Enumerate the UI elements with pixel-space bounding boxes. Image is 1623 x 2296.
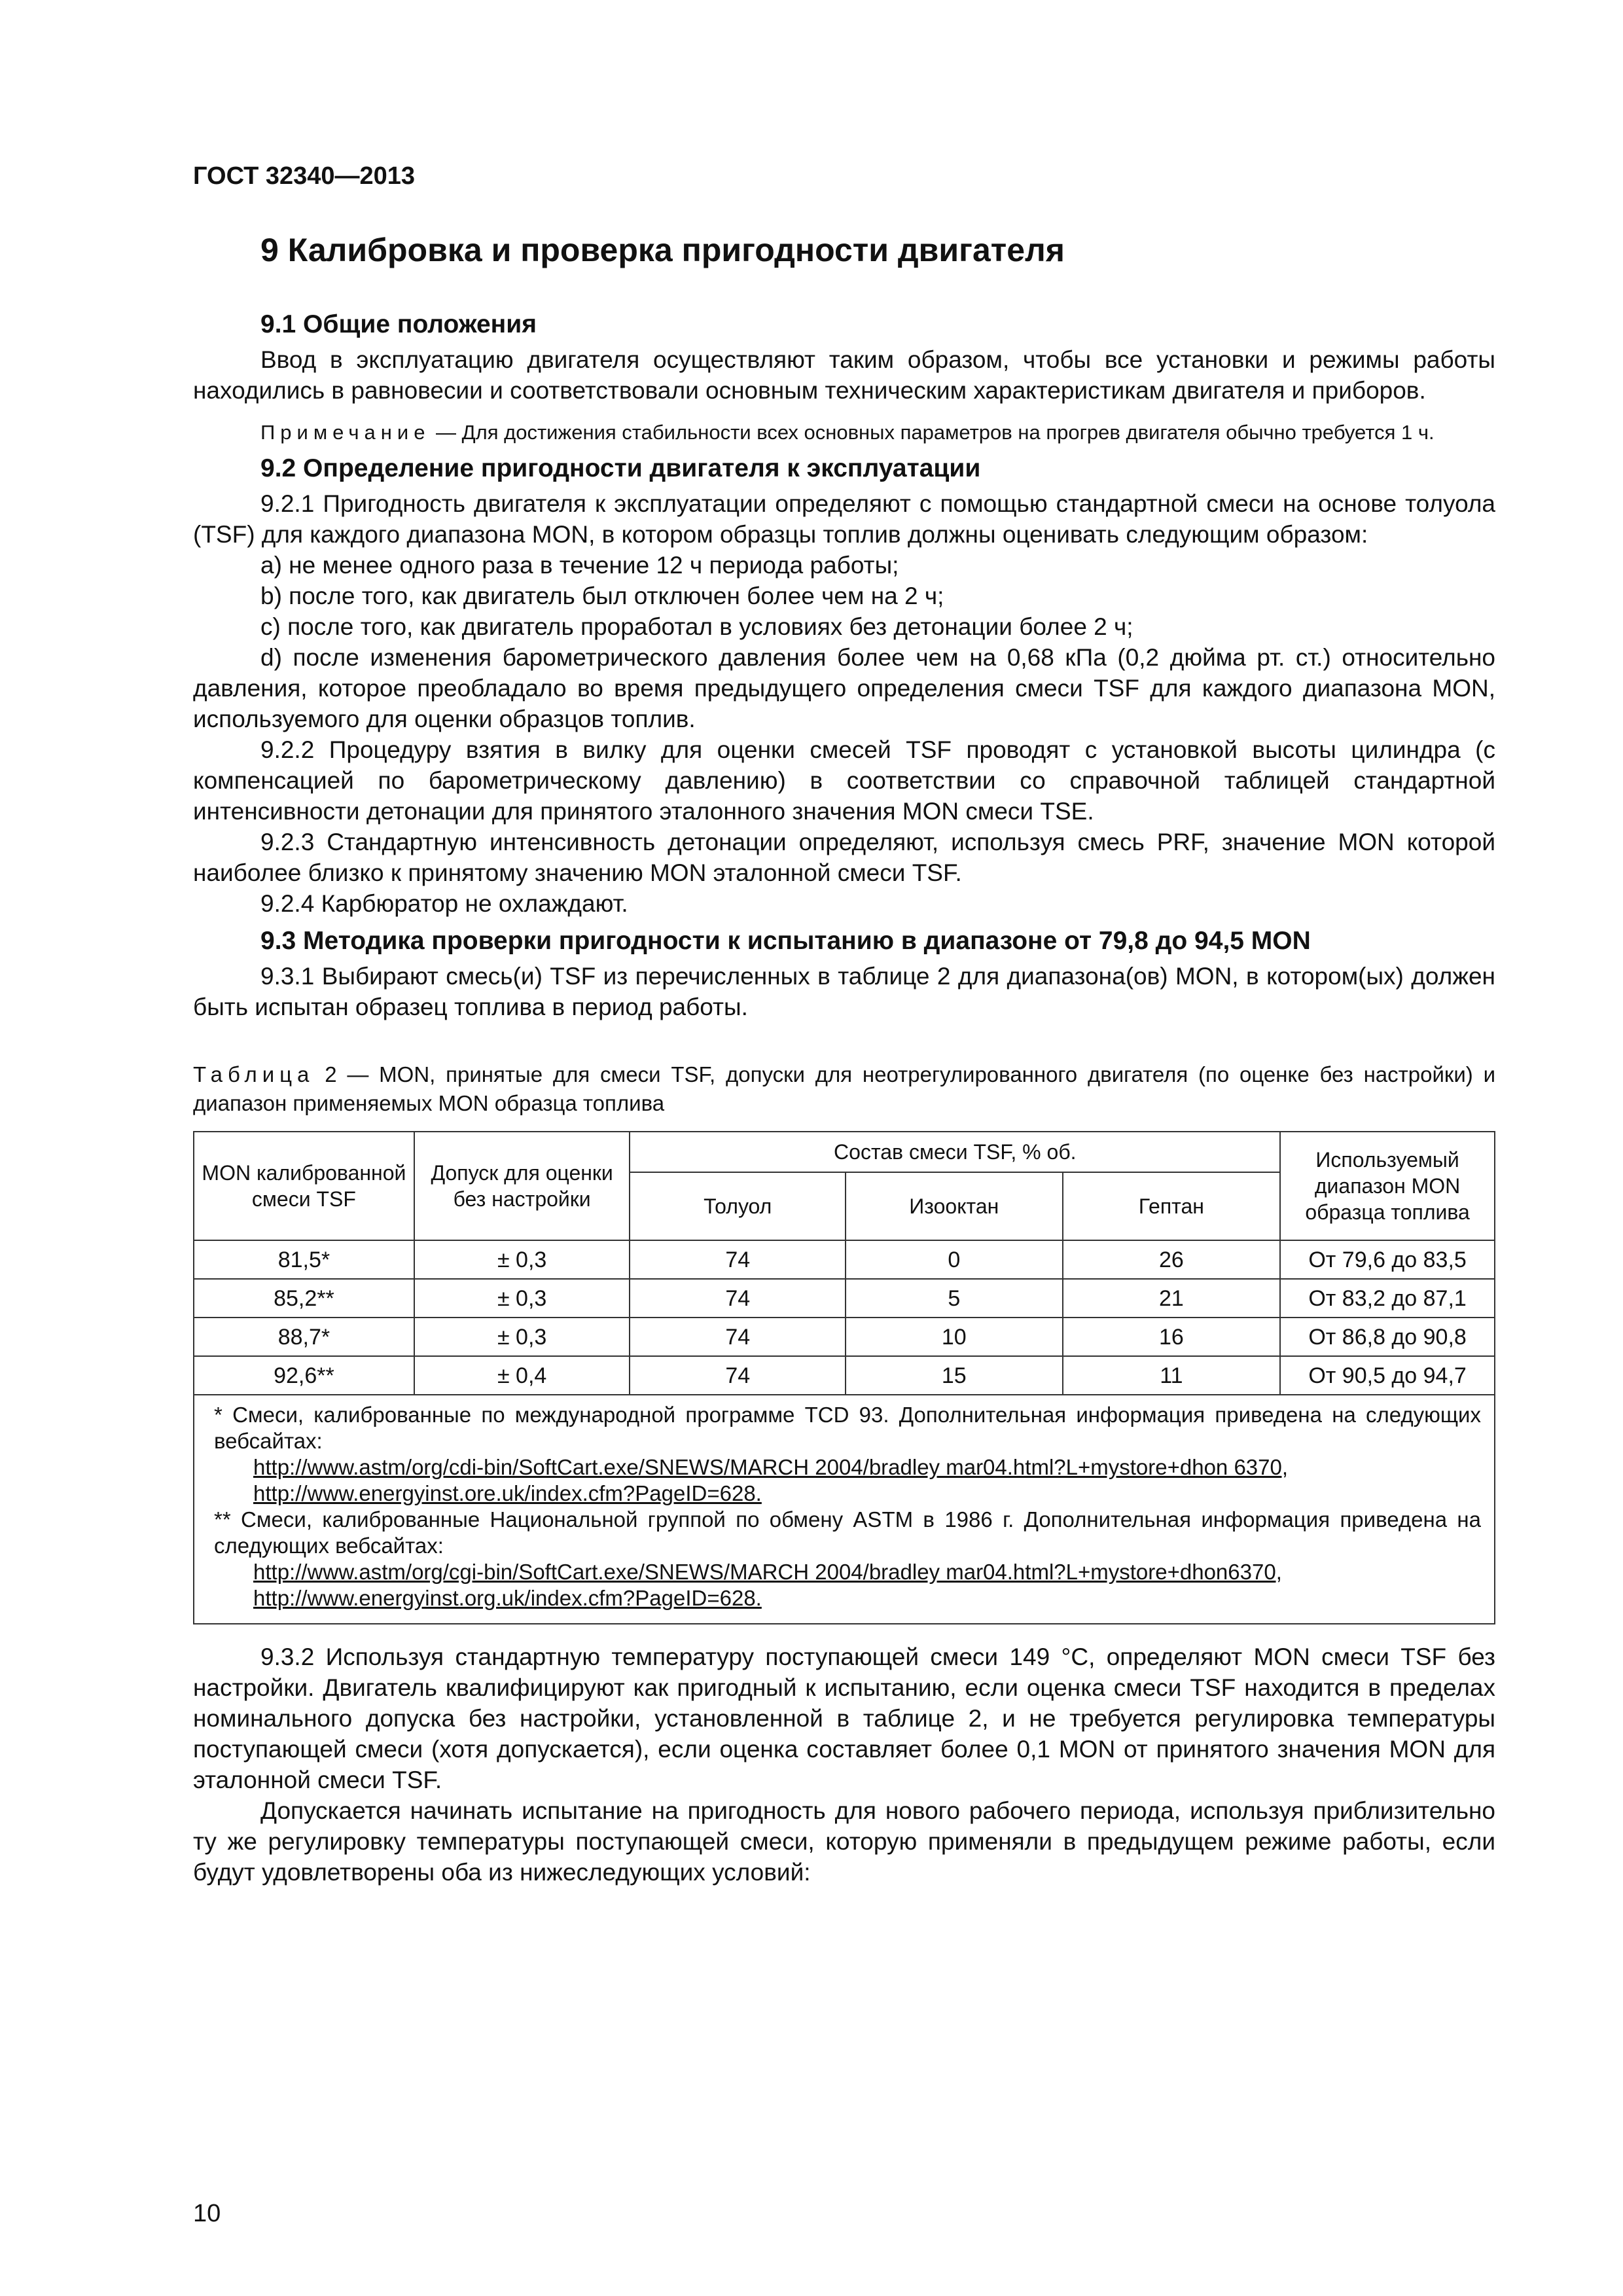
header-mon: MON калиброванной смеси TSF xyxy=(194,1132,414,1240)
footnote-2-link-2[interactable]: http://www.energyinst.org.uk/index.cfm?PageID=628. xyxy=(253,1586,762,1610)
paragraph-9-2-1: 9.2.1 Пригодность двигателя к эксплуатации определяют с помощью стандартной смеси на основе толуола (TSF) для каждого диапазона MON, в котором образцы топлив должны оценивать следующим образом: xyxy=(193,490,1495,548)
cell-tolerance: ± 0,3 xyxy=(414,1240,630,1279)
cell-tolerance: ± 0,4 xyxy=(414,1356,630,1395)
header-heptane: Гептан xyxy=(1063,1172,1281,1240)
note-label: Примечание xyxy=(260,421,431,444)
tsf-table xyxy=(193,1131,1495,1624)
cell-heptane: 21 xyxy=(1063,1279,1281,1318)
cell-range: От 90,5 до 94,7 xyxy=(1280,1356,1495,1395)
table-caption-text: 2 — MON, принятые для смеси TSF, допуски для неотрегулированного двигателя (по оценке без настройки) и диапазон применяемых MON образца топлива xyxy=(193,1062,1495,1115)
footnote-2-link-1[interactable]: http://www.astm/org/cgi-bin/SoftCart.exe/SNEWS/MARCH 2004/bradley mar04.html?L+mystore+dhon6370, xyxy=(253,1560,1282,1584)
paragraph-9-3-1: 9.3.1 Выбирают смесь(и) TSF из перечисленных в таблице 2 для диапазона(ов) MON, в котором(ых) должен быть испытан образец топлива в период работы. xyxy=(193,963,1495,1020)
list-item-b: b) после того, как двигатель был отключен более чем на 2 ч; xyxy=(260,583,944,609)
paragraph-9-2-2: 9.2.2 Процедуру взятия в вилку для оценки смесей TSF проводят с установкой высоты цилиндра (с компенсацией по барометрическому давлению) в соответствии со справочной таблицей стандартной интенсивности детонации для принятого эталонного значения MON смеси TSE. xyxy=(193,736,1495,825)
table-caption xyxy=(193,1060,1495,1118)
cell-range: От 79,6 до 83,5 xyxy=(1280,1240,1495,1279)
cell-toluene: 74 xyxy=(630,1240,846,1279)
footnote-2: ** Смеси, калиброванные Национальной группой по обмену ASTM в 1986 г. Дополнительная информация приведена на следующих вебсайтах: xyxy=(214,1507,1481,1558)
table-row xyxy=(194,1240,1495,1279)
header-composition: Состав смеси TSF, % об. xyxy=(630,1132,1280,1172)
note-text: — Для достижения стабильности всех основных параметров на прогрев двигателя обычно требуется 1 ч. xyxy=(430,421,1435,444)
cell-toluene: 74 xyxy=(630,1318,846,1356)
cell-isooctane: 15 xyxy=(846,1356,1063,1395)
cell-tolerance: ± 0,3 xyxy=(414,1279,630,1318)
page-number: 10 xyxy=(193,2200,221,2227)
cell-heptane: 26 xyxy=(1063,1240,1281,1279)
page-content xyxy=(193,230,1495,1888)
footnote-1-link-2[interactable]: http://www.energyinst.ore.uk/index.cfm?PageID=628. xyxy=(253,1481,762,1505)
header-toluene: Толуол xyxy=(630,1172,846,1240)
list-item-d: d) после изменения барометрического давления более чем на 0,68 кПа (0,2 дюйма рт. ст.) относительно давления, которое преобладало во время предыдущего определения смеси TSF для каждого диапазона MON, используемого для оценки образцов топлив. xyxy=(193,644,1495,732)
footnote-1-link-1[interactable]: http://www.astm/org/cdi-bin/SoftCart.exe/SNEWS/MARCH 2004/bradley mar04.html?L+mystore+dhon 6370, xyxy=(253,1455,1289,1479)
table-footnotes xyxy=(194,1395,1495,1624)
cell-mon: 92,6** xyxy=(194,1356,414,1395)
cell-mon: 88,7* xyxy=(194,1318,414,1356)
last-paragraph: Допускается начинать испытание на пригодность для нового рабочего периода, используя приблизительно ту же регулировку температуры поступающей смеси, которую применяли в предыдущем режиме работы, если будут удовлетворены оба из нижеследующих условий: xyxy=(193,1797,1495,1886)
footnote-1: * Смеси, калиброванные по международной программе TCD 93. Дополнительная информация приведена на следующих вебсайтах: xyxy=(214,1403,1481,1453)
cell-range: От 86,8 до 90,8 xyxy=(1280,1318,1495,1356)
note xyxy=(193,419,1495,446)
header-range: Используемый диапазон MON образца топлива xyxy=(1280,1132,1495,1240)
cell-heptane: 11 xyxy=(1063,1356,1281,1395)
table-row xyxy=(194,1279,1495,1318)
cell-mon: 85,2** xyxy=(194,1279,414,1318)
section-9-3-title: 9.3 Методика проверки пригодности к испытанию в диапазоне от 79,8 до 94,5 MON xyxy=(260,927,1311,955)
list-item-c: c) после того, как двигатель проработал в условиях без детонации более 2 ч; xyxy=(260,613,1133,640)
header-tolerance: Допуск для оценки без настройки xyxy=(414,1132,630,1240)
section-9-1-title: 9.1 Общие положения xyxy=(260,310,537,338)
table-footnotes-row xyxy=(194,1395,1495,1624)
header-isooctane: Изооктан xyxy=(846,1172,1063,1240)
cell-isooctane: 10 xyxy=(846,1318,1063,1356)
paragraph-9-3-2: 9.3.2 Используя стандартную температуру поступающей смеси 149 °C, определяют MON смеси TSF без настройки. Двигатель квалифицируют как пригодный к испытанию, если оценка смеси TSF находится в пределах номинального допуска без настройки, установленной в таблице 2, и не требуется регулировка температуры поступающей смеси (хотя допускается), если оценка составляет более 0,1 MON от принятого значения MON для эталонной смеси TSF. xyxy=(193,1643,1495,1793)
paragraph-9-2-4: 9.2.4 Карбюратор не охлаждают. xyxy=(260,890,628,917)
paragraph-9-2-3: 9.2.3 Стандартную интенсивность детонации определяют, используя смесь PRF, значение MON которой наиболее близко к принятому значению MON эталонной смеси TSF. xyxy=(193,829,1495,886)
cell-toluene: 74 xyxy=(630,1279,846,1318)
table-row xyxy=(194,1356,1495,1395)
table-row xyxy=(194,1318,1495,1356)
list-item-a: a) не менее одного раза в течение 12 ч периода работы; xyxy=(260,552,899,579)
cell-isooctane: 5 xyxy=(846,1279,1063,1318)
cell-toluene: 74 xyxy=(630,1356,846,1395)
document-header: ГОСТ 32340—2013 xyxy=(193,162,416,190)
section-9-1-text: Ввод в эксплуатацию двигателя осуществляют таким образом, чтобы все установки и режимы работы находились в равновесии и соответствовали основным техническим характеристикам двигателя и приборов. xyxy=(193,346,1495,404)
table-caption-label: Таблица xyxy=(193,1062,315,1086)
cell-tolerance: ± 0,3 xyxy=(414,1318,630,1356)
cell-range: От 83,2 до 87,1 xyxy=(1280,1279,1495,1318)
section-9-title: 9 Калибровка и проверка пригодности двигателя xyxy=(260,232,1065,268)
section-9-2-title: 9.2 Определение пригодности двигателя к эксплуатации xyxy=(260,454,981,482)
cell-mon: 81,5* xyxy=(194,1240,414,1279)
cell-heptane: 16 xyxy=(1063,1318,1281,1356)
cell-isooctane: 0 xyxy=(846,1240,1063,1279)
